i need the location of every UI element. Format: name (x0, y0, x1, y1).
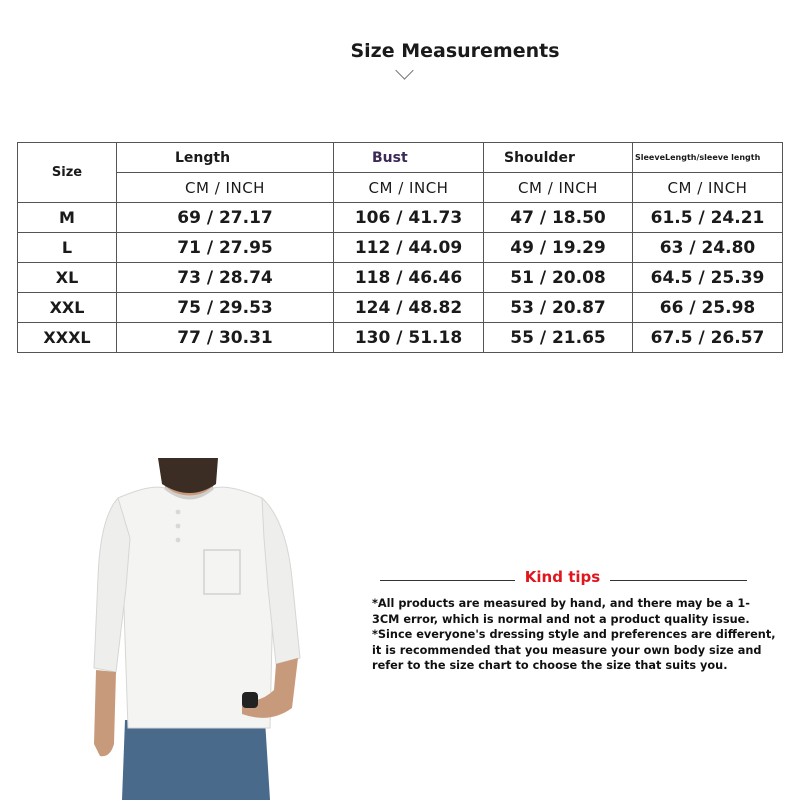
table-row (18, 233, 783, 263)
button-dot (176, 524, 181, 529)
table-cell: 75 / 29.53 (117, 293, 334, 323)
table-cell: 53 / 20.87 (484, 293, 633, 323)
divider-line (610, 580, 747, 581)
table-cell: 124 / 48.82 (334, 293, 484, 323)
bust-column-header: Bust (334, 143, 484, 173)
table-cell: 69 / 27.17 (117, 203, 334, 233)
table-row (18, 293, 783, 323)
table-cell: 49 / 19.29 (484, 233, 633, 263)
size-cell: XL (18, 263, 117, 293)
model-illustration (30, 458, 330, 800)
shoulder-column-header: Shoulder (484, 143, 633, 173)
table-cell: 77 / 30.31 (117, 323, 334, 353)
shirt-sleeve-left (94, 498, 130, 672)
table-cell: 71 / 27.95 (117, 233, 334, 263)
size-cell: XXXL (18, 323, 117, 353)
size-table (17, 142, 783, 353)
table-cell: 64.5 / 25.39 (633, 263, 783, 293)
table-cell: 130 / 51.18 (334, 323, 484, 353)
table-cell: 112 / 44.09 (334, 233, 484, 263)
table-cell: 63 / 24.80 (633, 233, 783, 263)
chevron-down-icon (395, 61, 413, 79)
jeans-shape (122, 720, 270, 800)
unit-label: CM / INCH (334, 173, 484, 203)
table-cell: 55 / 21.65 (484, 323, 633, 353)
watch-shape (242, 692, 258, 708)
table-cell: 67.5 / 26.57 (633, 323, 783, 353)
length-column-header: Length (117, 143, 334, 173)
table-header-row (18, 143, 783, 173)
table-row (18, 323, 783, 353)
size-cell: L (18, 233, 117, 263)
button-dot (176, 510, 181, 515)
size-cell: XXL (18, 293, 117, 323)
shirt-body (118, 487, 274, 728)
divider-line (380, 580, 515, 581)
forearm-left (94, 670, 116, 756)
table-row (18, 263, 783, 293)
table-cell: 118 / 46.46 (334, 263, 484, 293)
button-dot (176, 538, 181, 543)
table-cell: 66 / 25.98 (633, 293, 783, 323)
unit-label: CM / INCH (117, 173, 334, 203)
table-cell: 47 / 18.50 (484, 203, 633, 233)
table-cell: 61.5 / 24.21 (633, 203, 783, 233)
model-photo (30, 458, 330, 800)
unit-label: CM / INCH (484, 173, 633, 203)
table-row (18, 203, 783, 233)
unit-label: CM / INCH (633, 173, 783, 203)
table-cell: 73 / 28.74 (117, 263, 334, 293)
kind-tips-text: *All products are measured by hand, and there may be a 1-3CM error, which is normal and not a product quality issue. *Since everyone's dressing style and preferences are different, it is recommended that you measure your own body size and refer to the size chart to choose the size that suits you. (372, 597, 776, 672)
table-unit-row (18, 173, 783, 203)
page-title: Size Measurements (350, 40, 560, 62)
size-cell: M (18, 203, 117, 233)
sleeve-column-header: SleeveLength/sleeve length (633, 143, 783, 173)
table-cell: 106 / 41.73 (334, 203, 484, 233)
size-column-header: Size (18, 143, 117, 203)
table-cell: 51 / 20.08 (484, 263, 633, 293)
kind-tips-title: Kind tips (524, 568, 601, 586)
